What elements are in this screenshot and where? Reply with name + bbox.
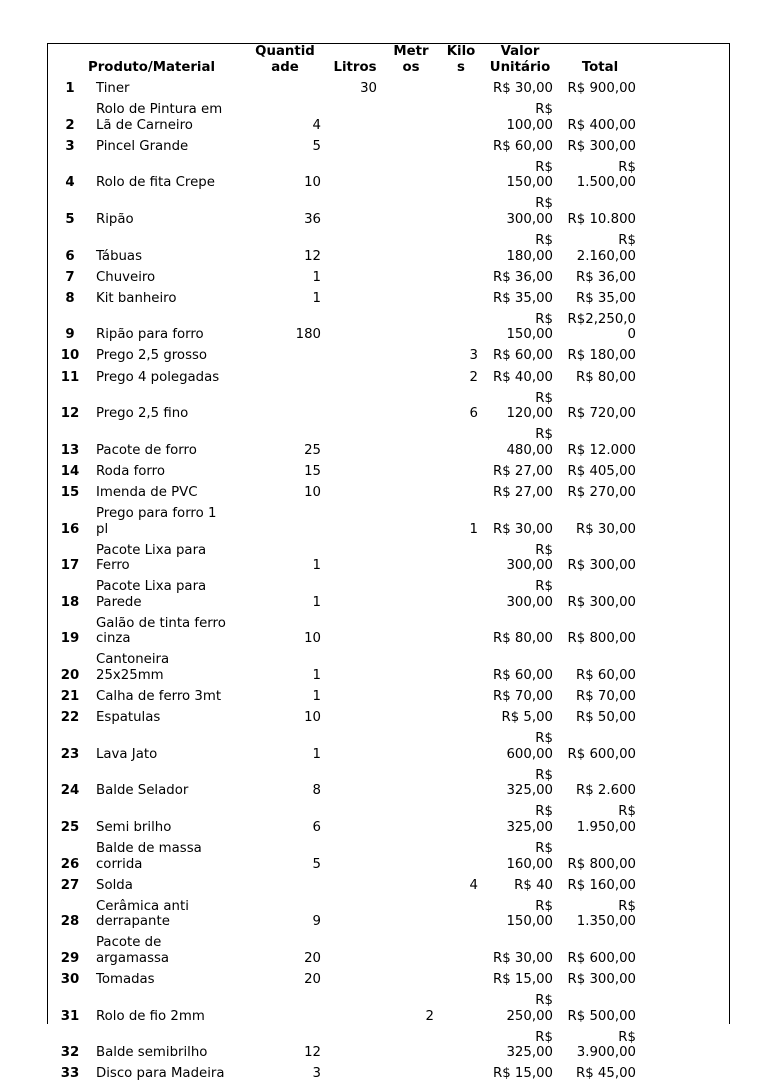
kilos-value: 4 (469, 877, 478, 893)
product-name: Ripão (96, 211, 134, 227)
unit-value: R$ (535, 993, 553, 1008)
unit-value: 300,00 (506, 594, 553, 610)
product-name: Balde semibrilho (96, 1045, 208, 1061)
product-name: derrapante (96, 914, 170, 930)
row-number: 29 (60, 950, 80, 966)
row-number: 1 (65, 81, 75, 96)
row-number: 31 (60, 1008, 80, 1024)
product-name: Prego 4 polegadas (96, 369, 220, 385)
table-row (48, 485, 729, 501)
unit-value: R$ (535, 542, 553, 558)
product-name: Disco para Madeira (96, 1066, 225, 1082)
product-name: Roda forro (96, 463, 165, 479)
table-row (48, 427, 729, 458)
unit-value: R$ 40 (514, 877, 553, 893)
total-value: R$ 160,00 (567, 877, 636, 893)
product-name: Pacote de forro (96, 442, 197, 458)
product-name: Kit banheiro (96, 290, 177, 306)
quantity-value: 1 (312, 558, 321, 574)
table-row (48, 1030, 729, 1061)
unit-value: R$ 15,00 (493, 1066, 553, 1082)
quantity-value: 20 (304, 971, 321, 987)
quantity-value: 25 (304, 442, 321, 458)
unit-value: 480,00 (506, 442, 553, 458)
total-value: R$ 70,00 (576, 689, 636, 704)
product-name: corrida (96, 856, 143, 872)
table-row (48, 312, 729, 343)
quantity-value: 12 (304, 1045, 321, 1061)
materials-table (47, 43, 730, 1082)
quantity-value: 1 (312, 667, 321, 683)
total-value: R$ 600,00 (567, 746, 636, 762)
row-number: 13 (60, 442, 80, 458)
unit-value: R$ 36,00 (493, 269, 553, 285)
unit-value: 600,00 (506, 746, 553, 762)
header-quantity-line2: ade (271, 60, 299, 75)
table-row (48, 102, 729, 133)
product-name: Parede (96, 594, 142, 610)
total-value: R$ 300,00 (567, 558, 636, 574)
total-value: R$ (618, 1029, 636, 1045)
total-value: R$ (618, 233, 636, 248)
unit-value: 300,00 (506, 558, 553, 574)
unit-value: R$ (535, 311, 553, 327)
litros-value: 30 (360, 81, 377, 96)
total-value: R$ 300,00 (567, 971, 636, 987)
unit-value: 180,00 (506, 248, 553, 264)
product-name: Tomadas (96, 971, 155, 987)
row-number: 5 (65, 211, 75, 227)
table-row (48, 878, 729, 894)
total-value: R$ (618, 804, 636, 820)
table-row (48, 270, 729, 286)
total-value: R$ 300,00 (567, 138, 636, 154)
product-name: Balde de massa (96, 841, 202, 856)
product-name: 25x25mm (96, 667, 164, 683)
header-metros-line2: os (402, 60, 420, 75)
unit-value: 300,00 (506, 211, 553, 227)
unit-value: 325,00 (506, 783, 553, 799)
table-row (48, 804, 729, 835)
table-row (48, 543, 729, 574)
unit-value: R$ 27,00 (493, 463, 553, 479)
total-value: 0 (627, 327, 636, 343)
row-number: 27 (60, 877, 80, 893)
header-unit-value-line1: Valor (500, 44, 540, 59)
row-number: 26 (60, 856, 80, 872)
total-value: R$ (618, 898, 636, 914)
table-row (48, 348, 729, 364)
quantity-value: 12 (304, 248, 321, 264)
header-litros: Litros (333, 60, 377, 75)
quantity-value: 1 (312, 594, 321, 610)
total-value: R$ 800,00 (567, 631, 636, 647)
product-name: Lã de Carneiro (96, 117, 193, 133)
total-value: R$ 12.000 (567, 442, 636, 458)
header-kilos-line2: s (457, 60, 465, 75)
unit-value: R$ (535, 841, 553, 856)
quantity-value: 180 (295, 327, 321, 343)
row-number: 7 (65, 269, 75, 285)
total-value: R$ 400,00 (567, 117, 636, 133)
unit-value: 100,00 (506, 117, 553, 133)
table-row (48, 731, 729, 762)
unit-value: R$ 40,00 (493, 369, 553, 385)
total-value: R$ 60,00 (576, 667, 636, 683)
unit-value: R$ 60,00 (493, 138, 553, 154)
table-row (48, 972, 729, 988)
row-number: 18 (60, 594, 80, 610)
header-kilos-line1: Kilo (446, 44, 476, 59)
quantity-value: 10 (304, 710, 321, 726)
table-row (48, 899, 729, 930)
unit-value: R$ 80,00 (493, 631, 553, 647)
unit-value: R$ 60,00 (493, 348, 553, 364)
total-value: R$ 45,00 (576, 1066, 636, 1082)
product-name: Prego 2,5 fino (96, 406, 189, 422)
table-row (48, 652, 729, 683)
product-name: Chuveiro (96, 269, 156, 285)
table-row (48, 710, 729, 726)
table-row (48, 616, 729, 647)
row-number: 22 (60, 710, 80, 726)
unit-value: R$ 27,00 (493, 484, 553, 500)
row-number: 24 (60, 783, 80, 799)
product-name: Calha de ferro 3mt (96, 689, 222, 704)
table-row (48, 139, 729, 155)
product-name: argamassa (96, 950, 170, 966)
table-row (48, 1066, 729, 1082)
row-number: 28 (60, 914, 80, 930)
row-number: 17 (60, 558, 80, 574)
product-name: Ferro (96, 558, 130, 574)
product-name: Pacote Lixa para (96, 579, 207, 595)
kilos-value: 1 (469, 521, 478, 537)
total-value: R$ 405,00 (567, 463, 636, 479)
table-row (48, 81, 729, 97)
table-row (48, 160, 729, 191)
unit-value: R$ (535, 731, 553, 747)
quantity-value: 20 (304, 950, 321, 966)
product-name: Prego 2,5 grosso (96, 348, 208, 364)
total-value: R$ 50,00 (576, 710, 636, 726)
table-row (48, 196, 729, 227)
quantity-value: 10 (304, 175, 321, 191)
row-number: 30 (60, 971, 80, 987)
row-number: 8 (65, 290, 75, 306)
header-metros-line1: Metr (393, 44, 429, 59)
quantity-value: 36 (304, 211, 321, 227)
row-number: 10 (60, 348, 80, 364)
row-number: 33 (60, 1066, 80, 1082)
table-row (48, 579, 729, 610)
kilos-value: 3 (469, 348, 478, 364)
row-number: 23 (60, 746, 80, 762)
quantity-value: 5 (312, 856, 321, 872)
row-number: 9 (65, 327, 75, 343)
product-name: Rolo de Pintura em (96, 102, 223, 118)
product-name: Pacote Lixa para (96, 542, 207, 558)
table-row (48, 689, 729, 705)
total-value: R$ 500,00 (567, 1008, 636, 1024)
row-number: 14 (60, 463, 80, 479)
total-value: R$ (618, 159, 636, 175)
product-name: Pincel Grande (96, 138, 189, 154)
product-name: Solda (96, 877, 133, 893)
product-name: Ripão para forro (96, 327, 204, 343)
product-name: Tiner (96, 81, 130, 96)
quantity-value: 15 (304, 463, 321, 479)
product-name: Semi brilho (96, 819, 172, 835)
total-value: R$ 300,00 (567, 594, 636, 610)
unit-value: 325,00 (506, 819, 553, 835)
quantity-value: 3 (312, 1066, 321, 1082)
row-number: 20 (60, 667, 80, 683)
table-header (48, 44, 729, 79)
unit-value: R$ (535, 196, 553, 212)
total-value: R$ 30,00 (576, 521, 636, 537)
product-name: Cerâmica anti (96, 898, 189, 914)
unit-value: R$ (535, 102, 553, 118)
row-number: 2 (65, 117, 75, 133)
unit-value: R$ 15,00 (493, 971, 553, 987)
total-value: 1.350,00 (576, 914, 636, 930)
quantity-value: 10 (304, 631, 321, 647)
total-value: R$ 720,00 (567, 406, 636, 422)
total-value: 3.900,00 (576, 1045, 636, 1061)
product-name: Prego para forro 1 (96, 506, 217, 521)
row-number: 19 (60, 631, 80, 647)
product-name: pl (96, 521, 109, 537)
row-number: 25 (60, 819, 80, 835)
row-number: 6 (65, 248, 75, 264)
quantity-value: 5 (312, 138, 321, 154)
quantity-value: 10 (304, 484, 321, 500)
unit-value: 250,00 (506, 1008, 553, 1024)
total-value: R$ 800,00 (567, 856, 636, 872)
unit-value: R$ 5,00 (501, 710, 553, 726)
unit-value: R$ (535, 159, 553, 175)
table-row (48, 506, 729, 537)
product-name: Imenda de PVC (96, 484, 198, 500)
table-row (48, 370, 729, 386)
total-value: R$ 900,00 (567, 81, 636, 96)
unit-value: R$ (535, 233, 553, 248)
table-row (48, 291, 729, 307)
row-number: 32 (60, 1045, 80, 1061)
unit-value: R$ 60,00 (493, 667, 553, 683)
header-quantity-line1: Quantid (255, 44, 315, 59)
product-name: Cantoneira (96, 652, 170, 668)
quantity-value: 6 (312, 819, 321, 835)
quantity-value: 4 (312, 117, 321, 133)
unit-value: R$ 70,00 (493, 689, 553, 704)
unit-value: R$ 30,00 (493, 950, 553, 966)
total-value: R$ 36,00 (576, 269, 636, 285)
header-product: Produto/Material (88, 60, 215, 75)
unit-value: R$ (535, 804, 553, 820)
product-name: cinza (96, 631, 131, 647)
row-number: 21 (60, 689, 80, 704)
quantity-value: 1 (312, 746, 321, 762)
total-value: R$ 600,00 (567, 950, 636, 966)
unit-value: 150,00 (506, 175, 553, 191)
total-value: R$ 270,00 (567, 484, 636, 500)
kilos-value: 2 (469, 369, 478, 385)
total-value: 1.950,00 (576, 819, 636, 835)
total-value: R$ 180,00 (567, 348, 636, 364)
product-name: Rolo de fio 2mm (96, 1008, 205, 1024)
kilos-value: 6 (469, 406, 478, 422)
header-total: Total (581, 60, 619, 75)
quantity-value: 1 (312, 689, 321, 704)
product-name: Lava Jato (96, 746, 158, 762)
metros-value: 2 (425, 1008, 434, 1024)
row-number: 16 (60, 521, 80, 537)
total-value: R$ 2.600 (576, 783, 636, 799)
table-row (48, 233, 729, 264)
table-row (48, 464, 729, 480)
total-value: R$ 80,00 (576, 369, 636, 385)
table-row (48, 391, 729, 422)
product-name: Galão de tinta ferro (96, 615, 226, 631)
unit-value: 150,00 (506, 914, 553, 930)
unit-value: R$ (535, 898, 553, 914)
total-value: R$ 10.800 (567, 211, 636, 227)
unit-value: R$ (535, 579, 553, 595)
total-value: 1.500,00 (576, 175, 636, 191)
quantity-value: 1 (312, 269, 321, 285)
unit-value: 325,00 (506, 1045, 553, 1061)
product-name: Espatulas (96, 710, 161, 726)
row-number: 15 (60, 484, 80, 500)
row-number: 12 (60, 406, 80, 422)
unit-value: R$ 35,00 (493, 290, 553, 306)
quantity-value: 9 (312, 914, 321, 930)
product-name: Rolo de fita Crepe (96, 175, 215, 191)
table-row (48, 841, 729, 872)
quantity-value: 8 (312, 783, 321, 799)
total-value: R$2,250,0 (567, 311, 636, 327)
row-number: 11 (60, 369, 80, 385)
unit-value: R$ (535, 427, 553, 443)
product-name: Balde Selador (96, 783, 189, 799)
unit-value: 150,00 (506, 327, 553, 343)
total-value: 2.160,00 (576, 248, 636, 264)
row-number: 3 (65, 138, 75, 154)
table-row (48, 768, 729, 799)
table-row (48, 935, 729, 966)
unit-value: 160,00 (506, 856, 553, 872)
total-value: R$ 35,00 (576, 290, 636, 306)
table-row (48, 993, 729, 1024)
quantity-value: 1 (312, 290, 321, 306)
unit-value: R$ (535, 1029, 553, 1045)
unit-value: R$ (535, 390, 553, 406)
unit-value: R$ 30,00 (493, 81, 553, 96)
product-name: Pacote de (96, 935, 162, 951)
header-unit-value-line2: Unitário (489, 60, 551, 75)
product-name: Tábuas (96, 248, 143, 264)
unit-value: 120,00 (506, 406, 553, 422)
row-number: 4 (65, 175, 75, 191)
unit-value: R$ (535, 767, 553, 783)
unit-value: R$ 30,00 (493, 521, 553, 537)
